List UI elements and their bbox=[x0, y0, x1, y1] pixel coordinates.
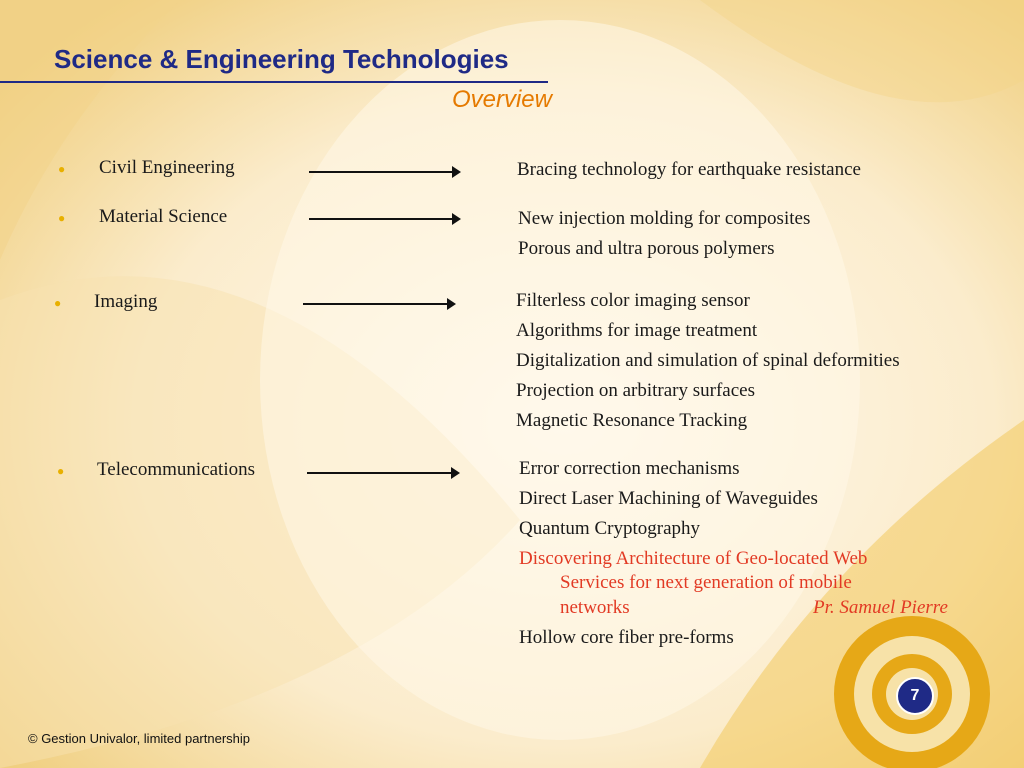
highlight-item-line1: Discovering Architecture of Geo-located Web bbox=[519, 548, 868, 569]
bullet-icon: ● bbox=[54, 296, 62, 310]
title-underline bbox=[0, 81, 548, 83]
highlight-item-line2: Services for next generation of mobile bbox=[560, 572, 852, 593]
footer-copyright: © Gestion Univalor, limited partnership bbox=[28, 731, 251, 746]
list-item: Direct Laser Machining of Waveguides bbox=[519, 488, 818, 509]
topic-material-science: Material Science bbox=[99, 206, 228, 227]
arrow-icon bbox=[309, 171, 459, 173]
arrow-icon bbox=[303, 303, 454, 305]
arrow-icon bbox=[307, 472, 458, 474]
slide-title: Science & Engineering Technologies bbox=[54, 44, 509, 74]
list-item: Algorithms for image treatment bbox=[516, 320, 758, 341]
highlight-item-line3: networks bbox=[560, 597, 630, 618]
topic-imaging: Imaging bbox=[94, 291, 158, 312]
topic-telecommunications: Telecommunications bbox=[97, 459, 256, 480]
highlight-author: Pr. Samuel Pierre bbox=[813, 597, 948, 618]
arrow-icon bbox=[309, 218, 459, 220]
list-item: Projection on arbitrary surfaces bbox=[516, 380, 755, 401]
list-item: New injection molding for composites bbox=[518, 208, 811, 229]
list-item: Hollow core fiber pre-forms bbox=[519, 627, 734, 648]
bullet-icon: ● bbox=[58, 162, 66, 176]
list-item: Error correction mechanisms bbox=[519, 458, 740, 479]
bullet-icon: ● bbox=[58, 211, 66, 225]
list-item: Magnetic Resonance Tracking bbox=[516, 410, 748, 431]
page-number-badge: 7 bbox=[896, 677, 934, 715]
list-item: Filterless color imaging sensor bbox=[516, 290, 750, 311]
list-item: Porous and ultra porous polymers bbox=[518, 238, 775, 259]
bullet-icon: ● bbox=[57, 464, 65, 478]
list-item: Digitalization and simulation of spinal deformities bbox=[516, 350, 900, 371]
topic-civil-engineering: Civil Engineering bbox=[99, 157, 235, 178]
list-item: Bracing technology for earthquake resistance bbox=[517, 159, 861, 180]
list-item: Quantum Cryptography bbox=[519, 518, 701, 539]
slide-subtitle: Overview bbox=[451, 86, 552, 113]
